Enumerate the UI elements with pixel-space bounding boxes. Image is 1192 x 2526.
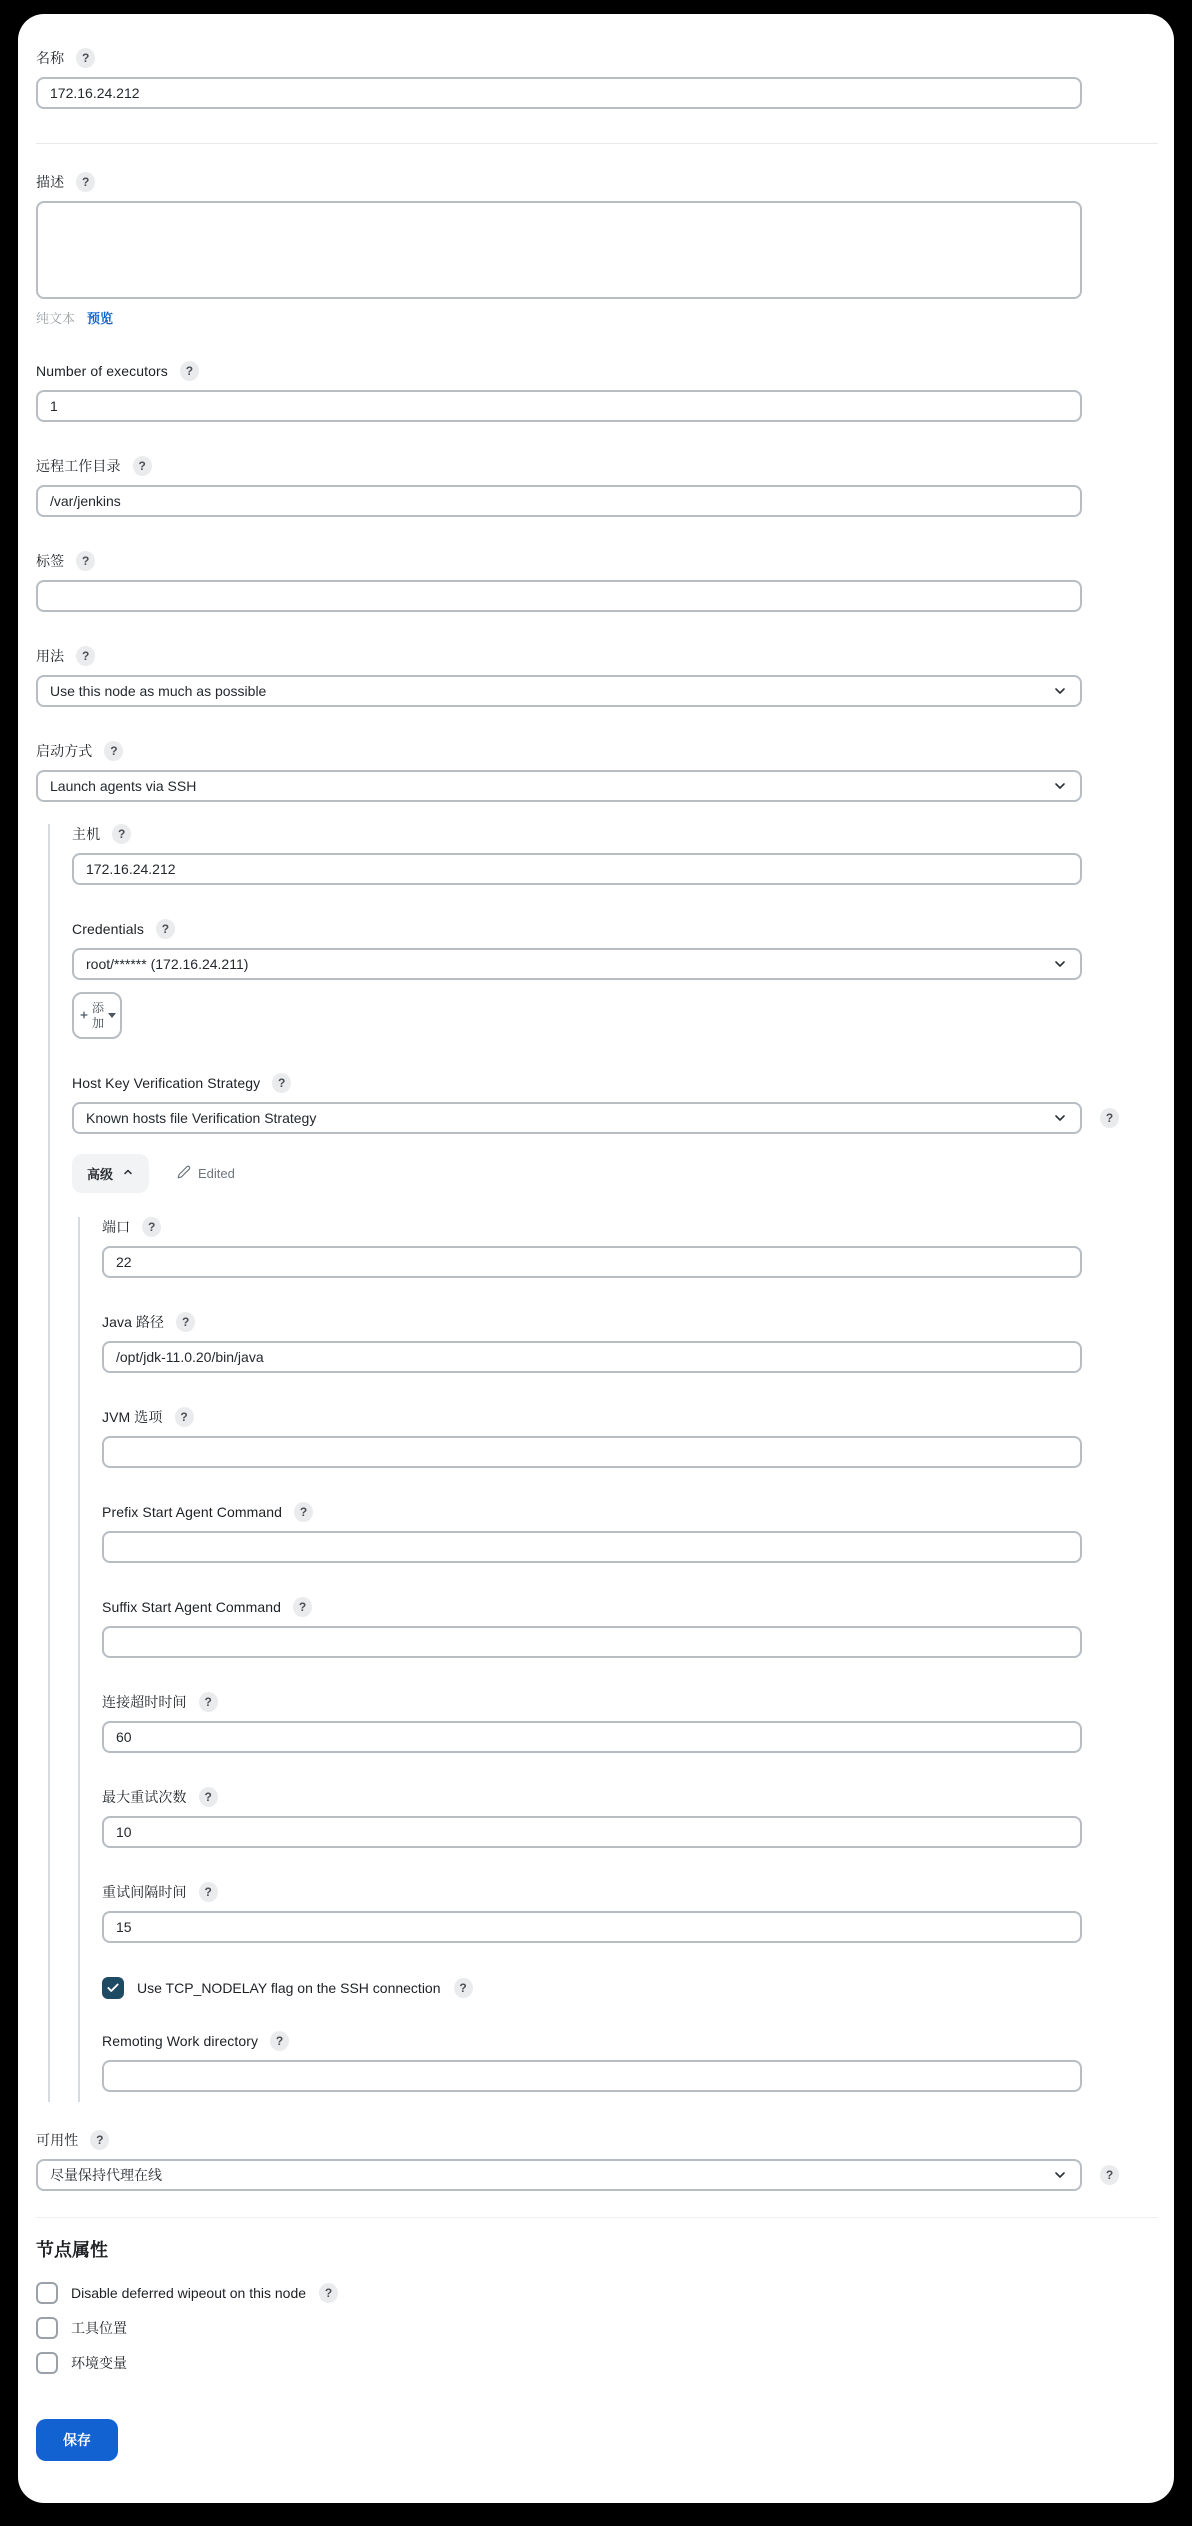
max-retries-input[interactable]	[102, 1816, 1082, 1848]
help-icon[interactable]: ?	[1100, 1108, 1119, 1128]
host-key-selected-value: Known hosts file Verification Strategy	[86, 1110, 317, 1126]
save-button[interactable]: 保存	[36, 2419, 118, 2461]
credentials-select[interactable]	[72, 948, 1082, 980]
timeout-input[interactable]	[102, 1721, 1082, 1753]
help-icon[interactable]: ?	[199, 1692, 218, 1712]
help-icon[interactable]: ?	[142, 1217, 161, 1237]
jvm-options-input[interactable]	[102, 1436, 1082, 1468]
launch-method-selected-value: Launch agents via SSH	[50, 778, 197, 794]
timeout-label: 连接超时时间	[102, 1694, 187, 1710]
labels-input[interactable]	[36, 580, 1082, 612]
plain-text-note: 纯文本	[36, 311, 76, 326]
java-path-label: Java 路径	[102, 1314, 165, 1330]
remoting-dir-input[interactable]	[102, 2060, 1082, 2092]
chevron-down-icon	[1052, 683, 1068, 699]
env-vars-checkbox[interactable]	[36, 2352, 58, 2374]
labels-field	[36, 551, 1158, 612]
ssh-launcher-section	[48, 824, 1158, 2102]
node-config-form	[18, 14, 1174, 2503]
retry-wait-label: 重试间隔时间	[102, 1884, 187, 1900]
launch-method-field	[36, 741, 1158, 802]
description-textarea[interactable]	[36, 201, 1082, 299]
help-icon[interactable]: ?	[294, 1502, 313, 1522]
help-icon[interactable]: ?	[272, 1073, 291, 1093]
help-icon[interactable]: ?	[175, 1407, 194, 1427]
availability-field	[36, 2130, 1158, 2191]
help-icon[interactable]: ?	[180, 361, 199, 381]
usage-field	[36, 646, 1158, 707]
add-button-label: 添加	[91, 1001, 104, 1030]
host-key-strategy-field	[72, 1073, 1158, 1134]
timeout-field	[102, 1692, 1158, 1753]
help-icon[interactable]: ?	[199, 1787, 218, 1807]
prefix-cmd-label: Prefix Start Agent Command	[102, 1504, 283, 1520]
availability-selected-value: 尽量保持代理在线	[50, 2167, 162, 2183]
divider	[36, 2217, 1158, 2218]
advanced-button-label: 高级	[87, 1167, 114, 1182]
help-icon[interactable]: ?	[133, 456, 152, 476]
host-field	[72, 824, 1158, 885]
name-label: 名称	[36, 50, 65, 66]
wipeout-label: Disable deferred wipeout on this node	[71, 2285, 307, 2301]
name-input[interactable]	[36, 77, 1082, 109]
java-path-field	[102, 1312, 1158, 1373]
executors-field	[36, 361, 1158, 422]
availability-label: 可用性	[36, 2132, 79, 2148]
advanced-toggle-button[interactable]	[72, 1154, 149, 1193]
remote-fs-field	[36, 456, 1158, 517]
launch-method-select[interactable]	[36, 770, 1082, 802]
tcp-nodelay-label: Use TCP_NODELAY flag on the SSH connection	[137, 1980, 441, 1996]
help-icon[interactable]: ?	[76, 172, 95, 192]
help-icon[interactable]: ?	[90, 2130, 109, 2150]
help-icon[interactable]: ?	[293, 1597, 312, 1617]
jvm-options-label: JVM 选项	[102, 1409, 163, 1425]
labels-label: 标签	[36, 553, 65, 569]
max-retries-label: 最大重试次数	[102, 1789, 187, 1805]
remote-fs-label: 远程工作目录	[36, 458, 121, 474]
add-credentials-button[interactable]	[72, 992, 122, 1039]
remote-fs-input[interactable]	[36, 485, 1082, 517]
wipeout-checkbox[interactable]	[36, 2282, 58, 2304]
jvm-options-field	[102, 1407, 1158, 1468]
credentials-field	[72, 919, 1158, 1039]
suffix-cmd-input[interactable]	[102, 1626, 1082, 1658]
tcp-nodelay-checkbox[interactable]	[102, 1977, 124, 1999]
chevron-down-icon	[1052, 1110, 1068, 1126]
chevron-up-icon	[122, 1166, 134, 1181]
suffix-cmd-label: Suffix Start Agent Command	[102, 1599, 281, 1615]
max-retries-field	[102, 1787, 1158, 1848]
help-icon[interactable]: ?	[76, 551, 95, 571]
retry-wait-input[interactable]	[102, 1911, 1082, 1943]
java-path-input[interactable]	[102, 1341, 1082, 1373]
usage-selected-value: Use this node as much as possible	[50, 683, 267, 699]
help-icon[interactable]: ?	[454, 1978, 473, 1998]
node-property-row-env-vars	[36, 2352, 1158, 2374]
port-label: 端口	[102, 1219, 131, 1235]
remoting-dir-label: Remoting Work directory	[102, 2033, 259, 2049]
tcp-nodelay-row	[102, 1977, 1158, 1999]
executors-input[interactable]	[36, 390, 1082, 422]
host-key-strategy-select[interactable]	[72, 1102, 1082, 1134]
tool-locations-label: 工具位置	[71, 2320, 127, 2336]
host-label: 主机	[72, 826, 101, 842]
usage-label: 用法	[36, 648, 65, 664]
tool-locations-checkbox[interactable]	[36, 2317, 58, 2339]
help-icon[interactable]: ?	[76, 48, 95, 68]
plus-icon	[79, 1008, 89, 1023]
edited-badge-label: Edited	[198, 1166, 235, 1181]
help-icon[interactable]: ?	[112, 824, 131, 844]
node-property-row-wipeout	[36, 2282, 1158, 2304]
host-input[interactable]	[72, 853, 1082, 885]
help-icon[interactable]: ?	[199, 1882, 218, 1902]
help-icon[interactable]: ?	[319, 2283, 338, 2303]
name-field	[36, 48, 1158, 109]
description-label: 描述	[36, 174, 65, 190]
help-icon[interactable]: ?	[176, 1312, 195, 1332]
help-icon[interactable]: ?	[1100, 2165, 1119, 2185]
node-property-row-tool-locations	[36, 2317, 1158, 2339]
prefix-cmd-input[interactable]	[102, 1531, 1082, 1563]
executors-label: Number of executors	[36, 363, 168, 379]
ssh-advanced-section	[78, 1217, 1158, 2102]
caret-down-icon	[108, 1013, 116, 1018]
retry-wait-field	[102, 1882, 1158, 1943]
usage-select[interactable]	[36, 675, 1082, 707]
preview-link[interactable]: 预览	[87, 311, 114, 326]
check-icon	[106, 1981, 120, 1995]
env-vars-label: 环境变量	[71, 2355, 127, 2371]
port-input[interactable]	[102, 1246, 1082, 1278]
launch-method-label: 启动方式	[36, 743, 93, 759]
credentials-selected-value: root/****** (172.16.24.211)	[86, 956, 249, 972]
edited-badge	[177, 1165, 235, 1182]
help-icon[interactable]: ?	[76, 646, 95, 666]
pencil-icon	[177, 1165, 191, 1182]
chevron-down-icon	[1052, 956, 1068, 972]
help-icon[interactable]: ?	[156, 919, 175, 939]
prefix-cmd-field	[102, 1502, 1158, 1563]
divider	[36, 143, 1158, 144]
help-icon[interactable]: ?	[104, 741, 123, 761]
chevron-down-icon	[1052, 778, 1068, 794]
port-field	[102, 1217, 1158, 1278]
remoting-dir-field	[102, 2031, 1158, 2092]
chevron-down-icon	[1052, 2167, 1068, 2183]
advanced-row	[72, 1154, 1158, 1193]
credentials-label: Credentials	[72, 921, 144, 937]
description-field	[36, 172, 1158, 327]
node-properties-heading: 节点属性	[36, 2240, 108, 2260]
availability-select[interactable]	[36, 2159, 1082, 2191]
suffix-cmd-field	[102, 1597, 1158, 1658]
host-key-strategy-label: Host Key Verification Strategy	[72, 1075, 261, 1091]
help-icon[interactable]: ?	[270, 2031, 289, 2051]
